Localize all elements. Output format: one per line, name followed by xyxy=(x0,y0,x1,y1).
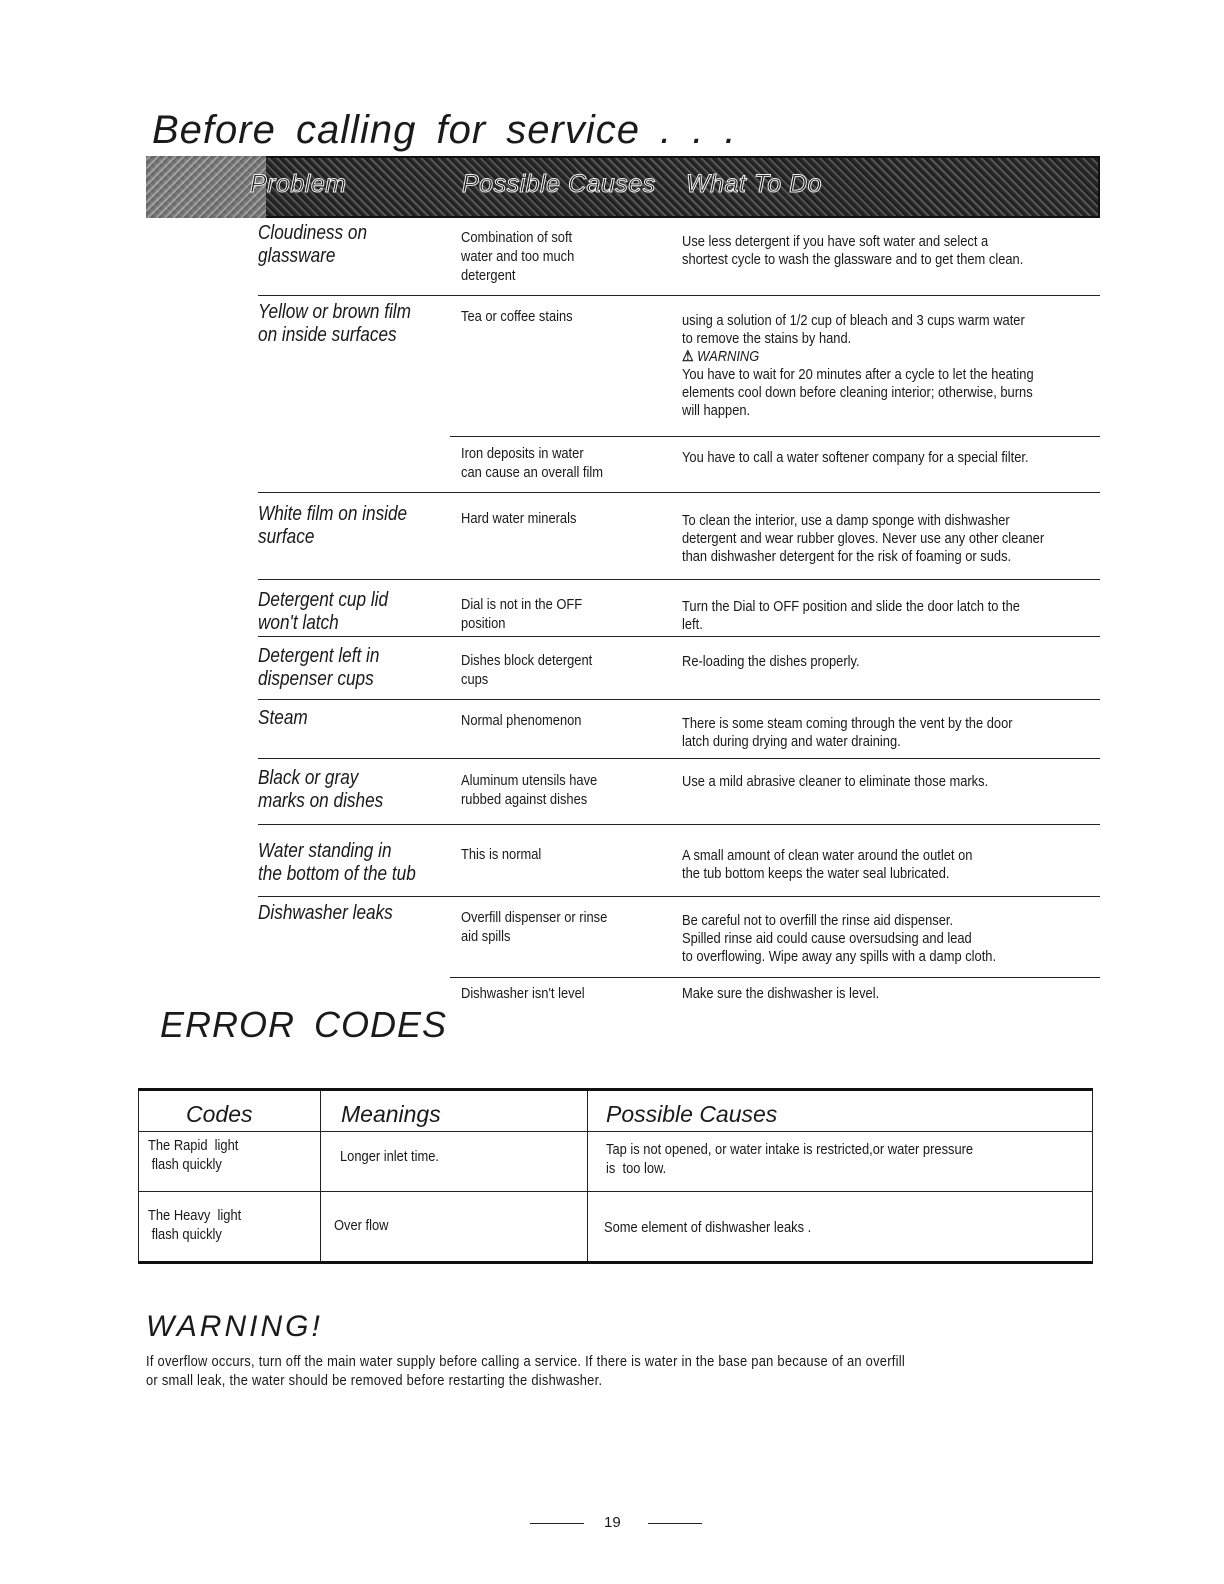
header-meanings: Meanings xyxy=(341,1101,441,1127)
cause-cell: Aluminum utensils have rubbed against dishes xyxy=(461,772,598,808)
header-divider xyxy=(138,1131,1093,1132)
problem-cell: Yellow or brown film on inside surfaces xyxy=(258,301,411,346)
todo-cell: Use less detergent if you have soft water and select a shortest cycle to wash the glassware and to get them clean. xyxy=(682,233,1024,268)
cause-cell: This is normal xyxy=(461,846,542,863)
cause-cell: Iron deposits in water can cause an overall film xyxy=(461,445,603,481)
todo-cell: Be careful not to overfill the rinse aid dispenser. Spilled rinse aid could cause oversudsing and lead to overflowing. Wipe away any spills with a damp cloth. xyxy=(682,912,997,965)
row-divider xyxy=(258,492,1100,493)
column-divider xyxy=(320,1091,321,1261)
cause-cell: Some element of dishwasher leaks . xyxy=(604,1219,812,1236)
page-number: 19 xyxy=(604,1514,621,1531)
row-divider xyxy=(138,1191,1093,1192)
warning-title: WARNING! xyxy=(146,1310,323,1343)
header-codes: Codes xyxy=(186,1101,253,1127)
footer-dash xyxy=(530,1523,584,1524)
error-codes-table xyxy=(138,1088,1093,1264)
problem-cell: Dishwasher leaks xyxy=(258,902,393,924)
row-divider xyxy=(258,295,1100,296)
cause-cell: Combination of soft water and too much detergent xyxy=(461,229,575,284)
header-problem: Problem xyxy=(250,170,347,198)
cause-cell: Dishes block detergent cups xyxy=(461,652,593,688)
table-border xyxy=(1092,1091,1093,1261)
header-what-to-do: What To Do xyxy=(686,170,823,198)
header-possible-causes: Possible Causes xyxy=(606,1101,778,1127)
column-divider xyxy=(587,1091,588,1261)
cause-cell: Overfill dispenser or rinse aid spills xyxy=(461,909,608,945)
todo-cell: Re-loading the dishes properly. xyxy=(682,653,860,670)
todo-cell: There is some steam coming through the vent by the door latch during drying and water draining. xyxy=(682,715,1013,750)
error-codes-title: ERROR CODES xyxy=(160,1004,448,1045)
problem-cell: White film on inside surface xyxy=(258,503,408,548)
row-divider xyxy=(450,977,1100,978)
problem-cell: Detergent cup lid won't latch xyxy=(258,589,389,634)
problem-cell: Black or gray marks on dishes xyxy=(258,767,384,812)
todo-cell: using a solution of 1/2 cup of bleach and 3 cups warm water to remove the stains by hand. ⚠ WARNING You have to wait for 20 minutes after a cycle to let the heating elements cool down before cleaning interior; otherwise, burns will happen. xyxy=(682,312,1034,419)
problem-cell: Cloudiness on glassware xyxy=(258,222,368,267)
meaning-cell: Over flow xyxy=(334,1217,389,1234)
row-divider xyxy=(258,699,1100,700)
row-divider xyxy=(258,896,1100,897)
row-divider xyxy=(258,579,1100,580)
cause-cell: Tea or coffee stains xyxy=(461,308,573,325)
problem-cell: Water standing in the bottom of the tub xyxy=(258,840,416,885)
code-cell: The Rapid light flash quickly xyxy=(148,1137,239,1173)
todo-cell: A small amount of clean water around the outlet on the tub bottom keeps the water seal lubricated. xyxy=(682,847,973,882)
header-shade xyxy=(146,156,266,218)
row-divider xyxy=(258,758,1100,759)
table-border xyxy=(138,1091,139,1261)
todo-cell: Make sure the dishwasher is level. xyxy=(682,985,880,1002)
page-footer xyxy=(530,1512,705,1536)
cause-cell: Dial is not in the OFF position xyxy=(461,596,583,632)
todo-cell: Turn the Dial to OFF position and slide the door latch to the left. xyxy=(682,598,1020,633)
code-cell: The Heavy light flash quickly xyxy=(148,1207,242,1243)
footer-dash xyxy=(648,1523,702,1524)
problem-cell: Detergent left in dispenser cups xyxy=(258,645,380,690)
problem-cell: Steam xyxy=(258,707,308,729)
row-divider xyxy=(258,636,1100,637)
todo-cell: To clean the interior, use a damp sponge with dishwasher detergent and wear rubber gloves. Never use any other cleaner than dishwasher detergent for the risk of foaming or suds. xyxy=(682,512,1045,565)
row-divider xyxy=(450,436,1100,437)
todo-cell: You have to call a water softener company for a special filter. xyxy=(682,449,1029,466)
warning-label: ⚠ WARNING xyxy=(682,348,760,365)
warning-text: If overflow occurs, turn off the main water supply before calling a service. If there is water in the base pan because of an overfill or small leak, the water should be removed before restarting the dishwasher. xyxy=(146,1353,906,1389)
warning-triangle-icon: ⚠ xyxy=(682,348,694,365)
cause-cell: Normal phenomenon xyxy=(461,712,582,729)
cause-cell: Dishwasher isn't level xyxy=(461,985,585,1002)
row-divider xyxy=(258,824,1100,825)
page-title: Before calling for service . . . xyxy=(152,108,737,152)
troubleshooting-header xyxy=(146,156,1100,218)
cause-cell: Hard water minerals xyxy=(461,510,577,527)
header-possible-causes: Possible Causes xyxy=(462,170,656,198)
meaning-cell: Longer inlet time. xyxy=(340,1148,439,1165)
todo-cell: Use a mild abrasive cleaner to eliminate those marks. xyxy=(682,773,989,790)
cause-cell: Tap is not opened, or water intake is restricted,or water pressure is too low. xyxy=(606,1141,974,1177)
